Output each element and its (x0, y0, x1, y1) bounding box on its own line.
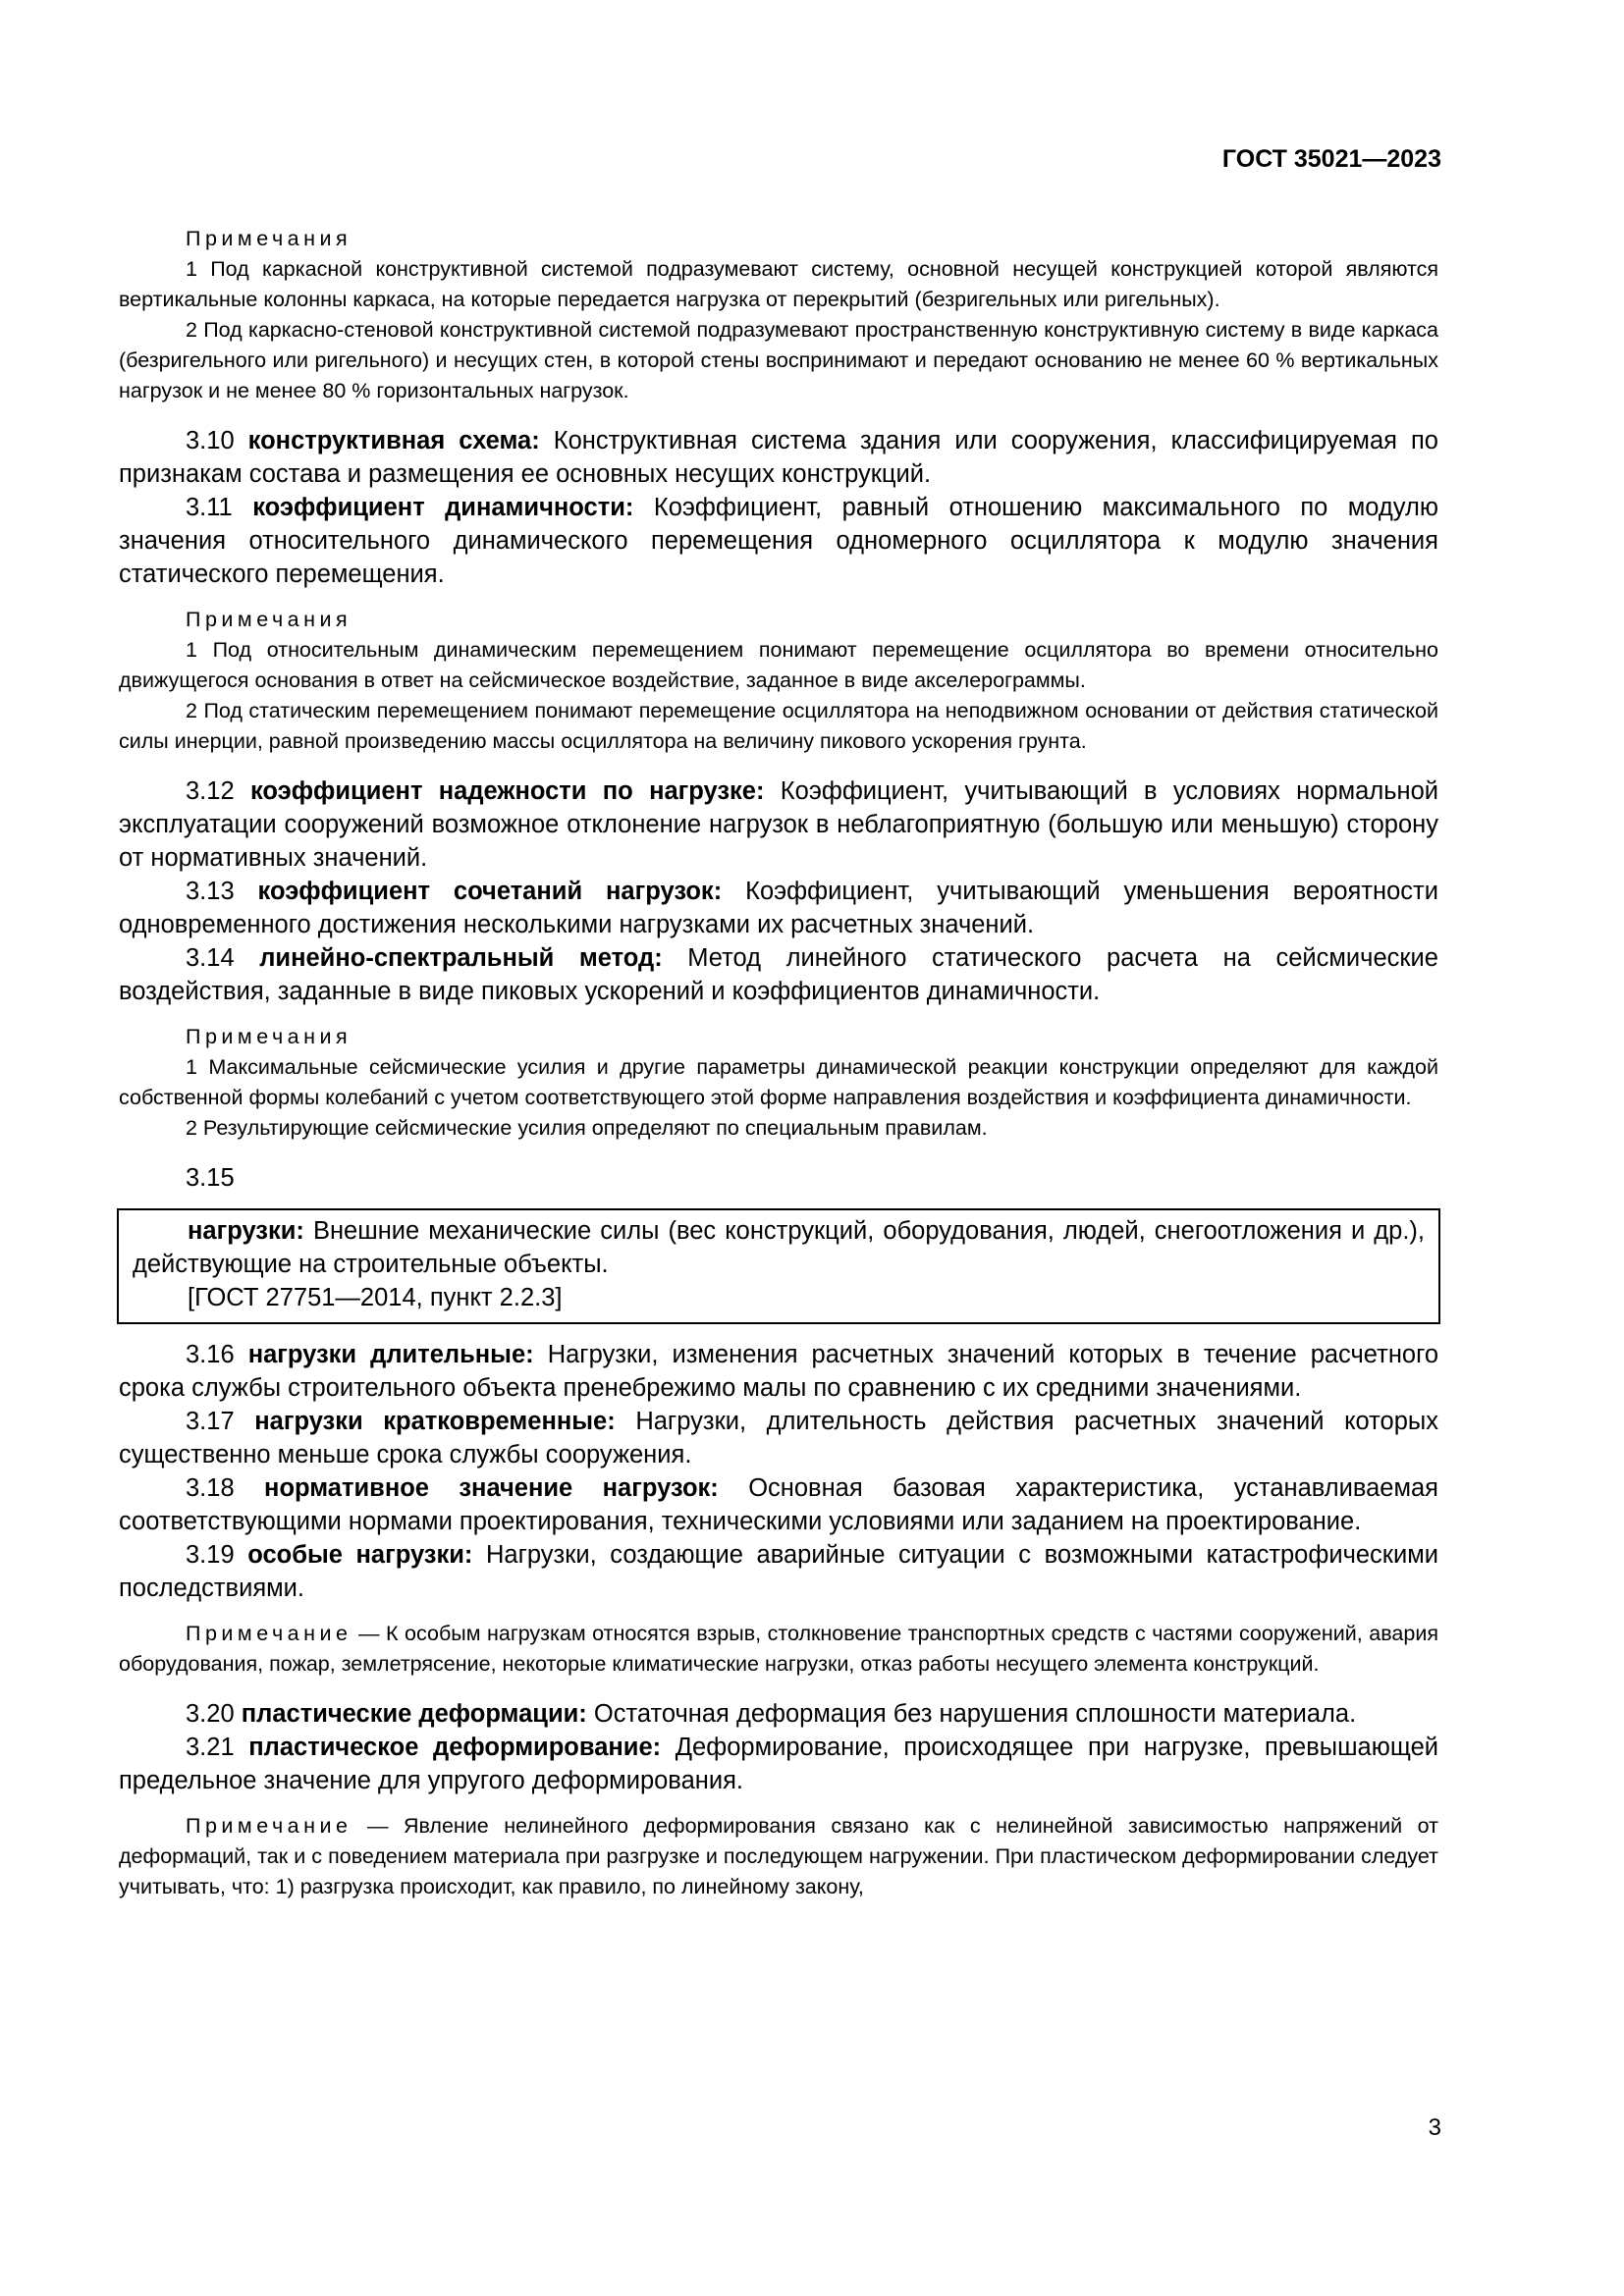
term-number: 3.13 (186, 878, 235, 905)
note-item: 1 Под относительным динамическим перемещением понимают перемещение осциллятора во времени относительно движущегося основания в ответ на сейсмическое воздействие, заданное в виде акселерограммы. (119, 638, 1438, 692)
note-item: 2 Под каркасно-стеновой конструктивной системой подразумевают пространственную конструктивную систему в виде каркаса (безригельного или ригельного) и несущих стен, в которой стены воспринимают и передают основанию не менее 60 % вертикальных нагрузок и не менее 80 % горизонтальных нагрузок. (119, 318, 1438, 402)
page-content (119, 224, 1438, 1902)
term-number: 3.10 (186, 427, 235, 454)
document-code: ГОСТ 35021—2023 (1221, 145, 1441, 173)
note-label: Примечание (186, 1622, 352, 1645)
term-number: 3.21 (186, 1734, 235, 1761)
term-definition: Нагрузки, изменения расчетных значений которых в течение расчетного срока службы строительного объекта пренебрежимо малы по сравнению с их средними значениями. (119, 1341, 1439, 1402)
notes-block-3 (119, 1022, 1438, 1144)
term-source-reference: [ГОСТ 27751—2014, пункт 2.2.3] (188, 1284, 563, 1311)
term-name: конструктивная схема: (247, 427, 540, 454)
note-3-21 (119, 1811, 1438, 1902)
note-item: 1 Максимальные сейсмические усилия и другие параметры динамической реакции конструкции определяют для каждой собственной формы колебаний с учетом соответствующего этой форме направления воздействия и коэффициента динамичности. (119, 1055, 1438, 1109)
term-3-15-box (117, 1208, 1440, 1324)
term-3-15-number: 3.15 (186, 1164, 235, 1192)
term-name: коэффициент надежности по нагрузке: (249, 777, 765, 805)
note-item: 2 Под статическим перемещением понимают перемещение осциллятора на неподвижном основании от действия статической силы инерции, равной произведению массы осциллятора на величину пикового ускорения грунта. (119, 699, 1438, 753)
term-name: линейно-спектральный метод: (259, 944, 663, 972)
term-3-17 (119, 1405, 1438, 1471)
note-label: Примечание (186, 1814, 352, 1838)
notes-title: Примечания (186, 608, 352, 631)
term-3-16 (119, 1338, 1438, 1405)
notes-title: Примечания (186, 227, 352, 250)
note-item: 2 Результирующие сейсмические усилия определяют по специальным правилам. (186, 1116, 988, 1140)
term-3-20 (119, 1697, 1438, 1731)
term-number: 3.19 (186, 1541, 235, 1569)
term-number: 3.14 (186, 944, 235, 972)
term-definition: Деформирование, происходящее при нагрузке, превышающей предельное значение для упругого деформирования. (119, 1734, 1438, 1794)
term-3-21 (119, 1731, 1438, 1797)
term-name: коэффициент сочетаний нагрузок: (257, 878, 723, 905)
term-definition: Нагрузки, создающие аварийные ситуации с возможными катастрофическими последствиями. (119, 1541, 1438, 1602)
term-definition: Конструктивная система здания или сооружения, классифицируемая по признакам состава и размещения ее основных несущих конструкций. (119, 427, 1438, 488)
term-definition: Внешние механические силы (вес конструкций, оборудования, людей, снегоотложения и др.), действующие на строительные объекты. (133, 1217, 1425, 1278)
term-name: нормативное значение нагрузок: (264, 1474, 719, 1502)
term-3-18 (119, 1471, 1438, 1538)
term-number: 3.12 (186, 777, 235, 805)
term-definition: Остаточная деформация без нарушения сплошности материала. (593, 1700, 1357, 1728)
term-number: 3.11 (186, 494, 233, 521)
term-3-13 (119, 875, 1438, 941)
term-definition: Коэффициент, учитывающий в условиях нормальной эксплуатации сооружений возможное отклонение нагрузок в неблагоприятную (большую или меньшую) сторону от нормативных значений. (119, 777, 1438, 872)
note-text: — К особым нагрузкам относятся взрыв, столкновение транспортных средств с частями сооружений, авария оборудования, пожар, землетрясение, некоторые климатические нагрузки, отказ работы несущего элемента конструкций. (119, 1622, 1438, 1676)
term-number: 3.17 (186, 1408, 235, 1435)
term-3-10 (119, 424, 1438, 491)
term-3-19 (119, 1538, 1438, 1605)
page-number: 3 (1428, 2114, 1441, 2141)
term-name: нагрузки кратковременные: (254, 1408, 616, 1435)
term-name: нагрузки: (188, 1217, 304, 1245)
term-name: особые нагрузки: (247, 1541, 473, 1569)
term-3-14 (119, 941, 1438, 1008)
notes-block-1 (119, 224, 1438, 406)
notes-block-2 (119, 605, 1438, 757)
term-definition: Коэффициент, учитывающий уменьшения вероятности одновременного достижения несколькими нагрузками их расчетных значений. (119, 878, 1438, 938)
term-definition: Основная базовая характеристика, устанавливаемая соответствующими нормами проектирования, техническими условиями или заданием на проектирование. (119, 1474, 1438, 1535)
term-name: коэффициент динамичности: (252, 494, 634, 521)
note-text: — Явление нелинейного деформирования связано как с нелинейной зависимостью напряжений от деформаций, так и с поведением материала при разгрузке и последующем нагружении. При пластическом деформировании следует учитывать, что: 1) разгрузка происходит, как правило, по линейному закону, (119, 1814, 1438, 1898)
term-name: пластическое деформирование: (248, 1734, 662, 1761)
note-item: 1 Под каркасной конструктивной системой подразумевают систему, основной несущей конструкцией которой являются вертикальные колонны каркаса, на которые передается нагрузка от перекрытий (безригельных или ригельных). (119, 257, 1438, 311)
term-number: 3.18 (186, 1474, 235, 1502)
term-definition: Нагрузки, длительность действия расчетных значений которых существенно меньше срока службы сооружения. (119, 1408, 1438, 1468)
term-3-12 (119, 774, 1438, 875)
note-3-19 (119, 1619, 1438, 1680)
term-definition: Метод линейного статического расчета на сейсмические воздействия, заданные в виде пиковых ускорений и коэффициентов динамичности. (119, 944, 1438, 1005)
term-3-15 (133, 1214, 1425, 1281)
term-number: 3.20 (186, 1700, 235, 1728)
term-3-11 (119, 491, 1438, 591)
notes-title: Примечания (186, 1025, 352, 1048)
term-number: 3.16 (186, 1341, 235, 1368)
term-name: нагрузки длительные: (247, 1341, 534, 1368)
term-name: пластические деформации: (241, 1700, 587, 1728)
term-definition: Коэффициент, равный отношению максимального по модулю значения относительного динамического перемещения одномерного осциллятора к модулю значения статического перемещения. (119, 494, 1438, 588)
